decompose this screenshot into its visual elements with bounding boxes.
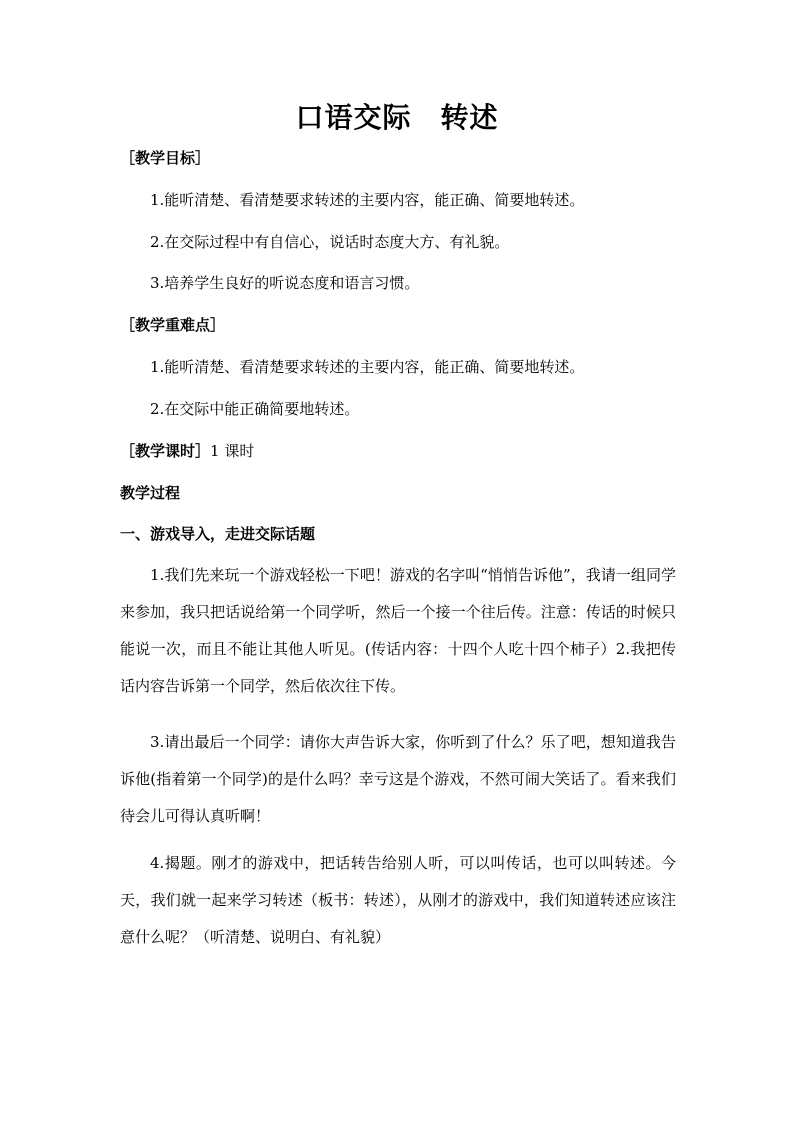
objective-item-1: 1.能听清楚、看清楚要求转述的主要内容，能正确、简要地转述。 xyxy=(150,191,585,209)
process-paragraph-2: 3.请出最后一个同学：请你大声告诉大家，你听到了什么？乐了吧，想知道我告诉他(指着第一个同学)的是什么吗？幸亏这是个游戏，不然可闹大笑话了。看来我们待会儿可得认真听啊！ xyxy=(120,733,676,825)
process-paragraph-1: 1.我们先来玩一个游戏轻松一下吧！游戏的名字叫“悄悄告诉他”，我请一组同学来参加，我只把话说给第一个同学听，然后一个接一个往后传。注意：传话的时候只能说一次，而且不能让其他人听见。(传话内容：十四个人吃十四个柿子）2.我把传话内容告诉第一个同学，然后依次往下传。 xyxy=(120,566,676,695)
key-points-heading: ［教学重难点］ xyxy=(120,316,226,334)
section-1-heading: 一、游戏导入，走进交际话题 xyxy=(120,525,316,543)
key-point-item-1: 1.能听清楚、看清楚要求转述的主要内容，能正确、简要地转述。 xyxy=(150,358,585,376)
class-hours-value: 1 课时 xyxy=(210,442,255,460)
class-hours-line xyxy=(120,439,680,463)
process-heading: 教学过程 xyxy=(120,484,181,502)
key-point-item-2: 2.在交际中能正确简要地转述。 xyxy=(150,400,360,418)
objective-item-3: 3.培养学生良好的听说态度和语言习惯。 xyxy=(150,274,420,292)
objective-item-2: 2.在交际过程中有自信心，说话时态度大方、有礼貌。 xyxy=(150,233,510,251)
process-paragraph-3: 4.揭题。刚才的游戏中，把话转告给别人听，可以叫传话，也可以叫转述。今天，我们就一起来学习转述（板书：转述），从刚才的游戏中，我们知道转述应该注意什么呢？（听清楚、说明白、有礼貌） xyxy=(120,854,676,946)
class-hours-heading: ［教学课时］ xyxy=(120,442,211,460)
page-title: 口语交际 转述 xyxy=(295,101,499,134)
objectives-heading: ［教学目标］ xyxy=(120,149,211,167)
